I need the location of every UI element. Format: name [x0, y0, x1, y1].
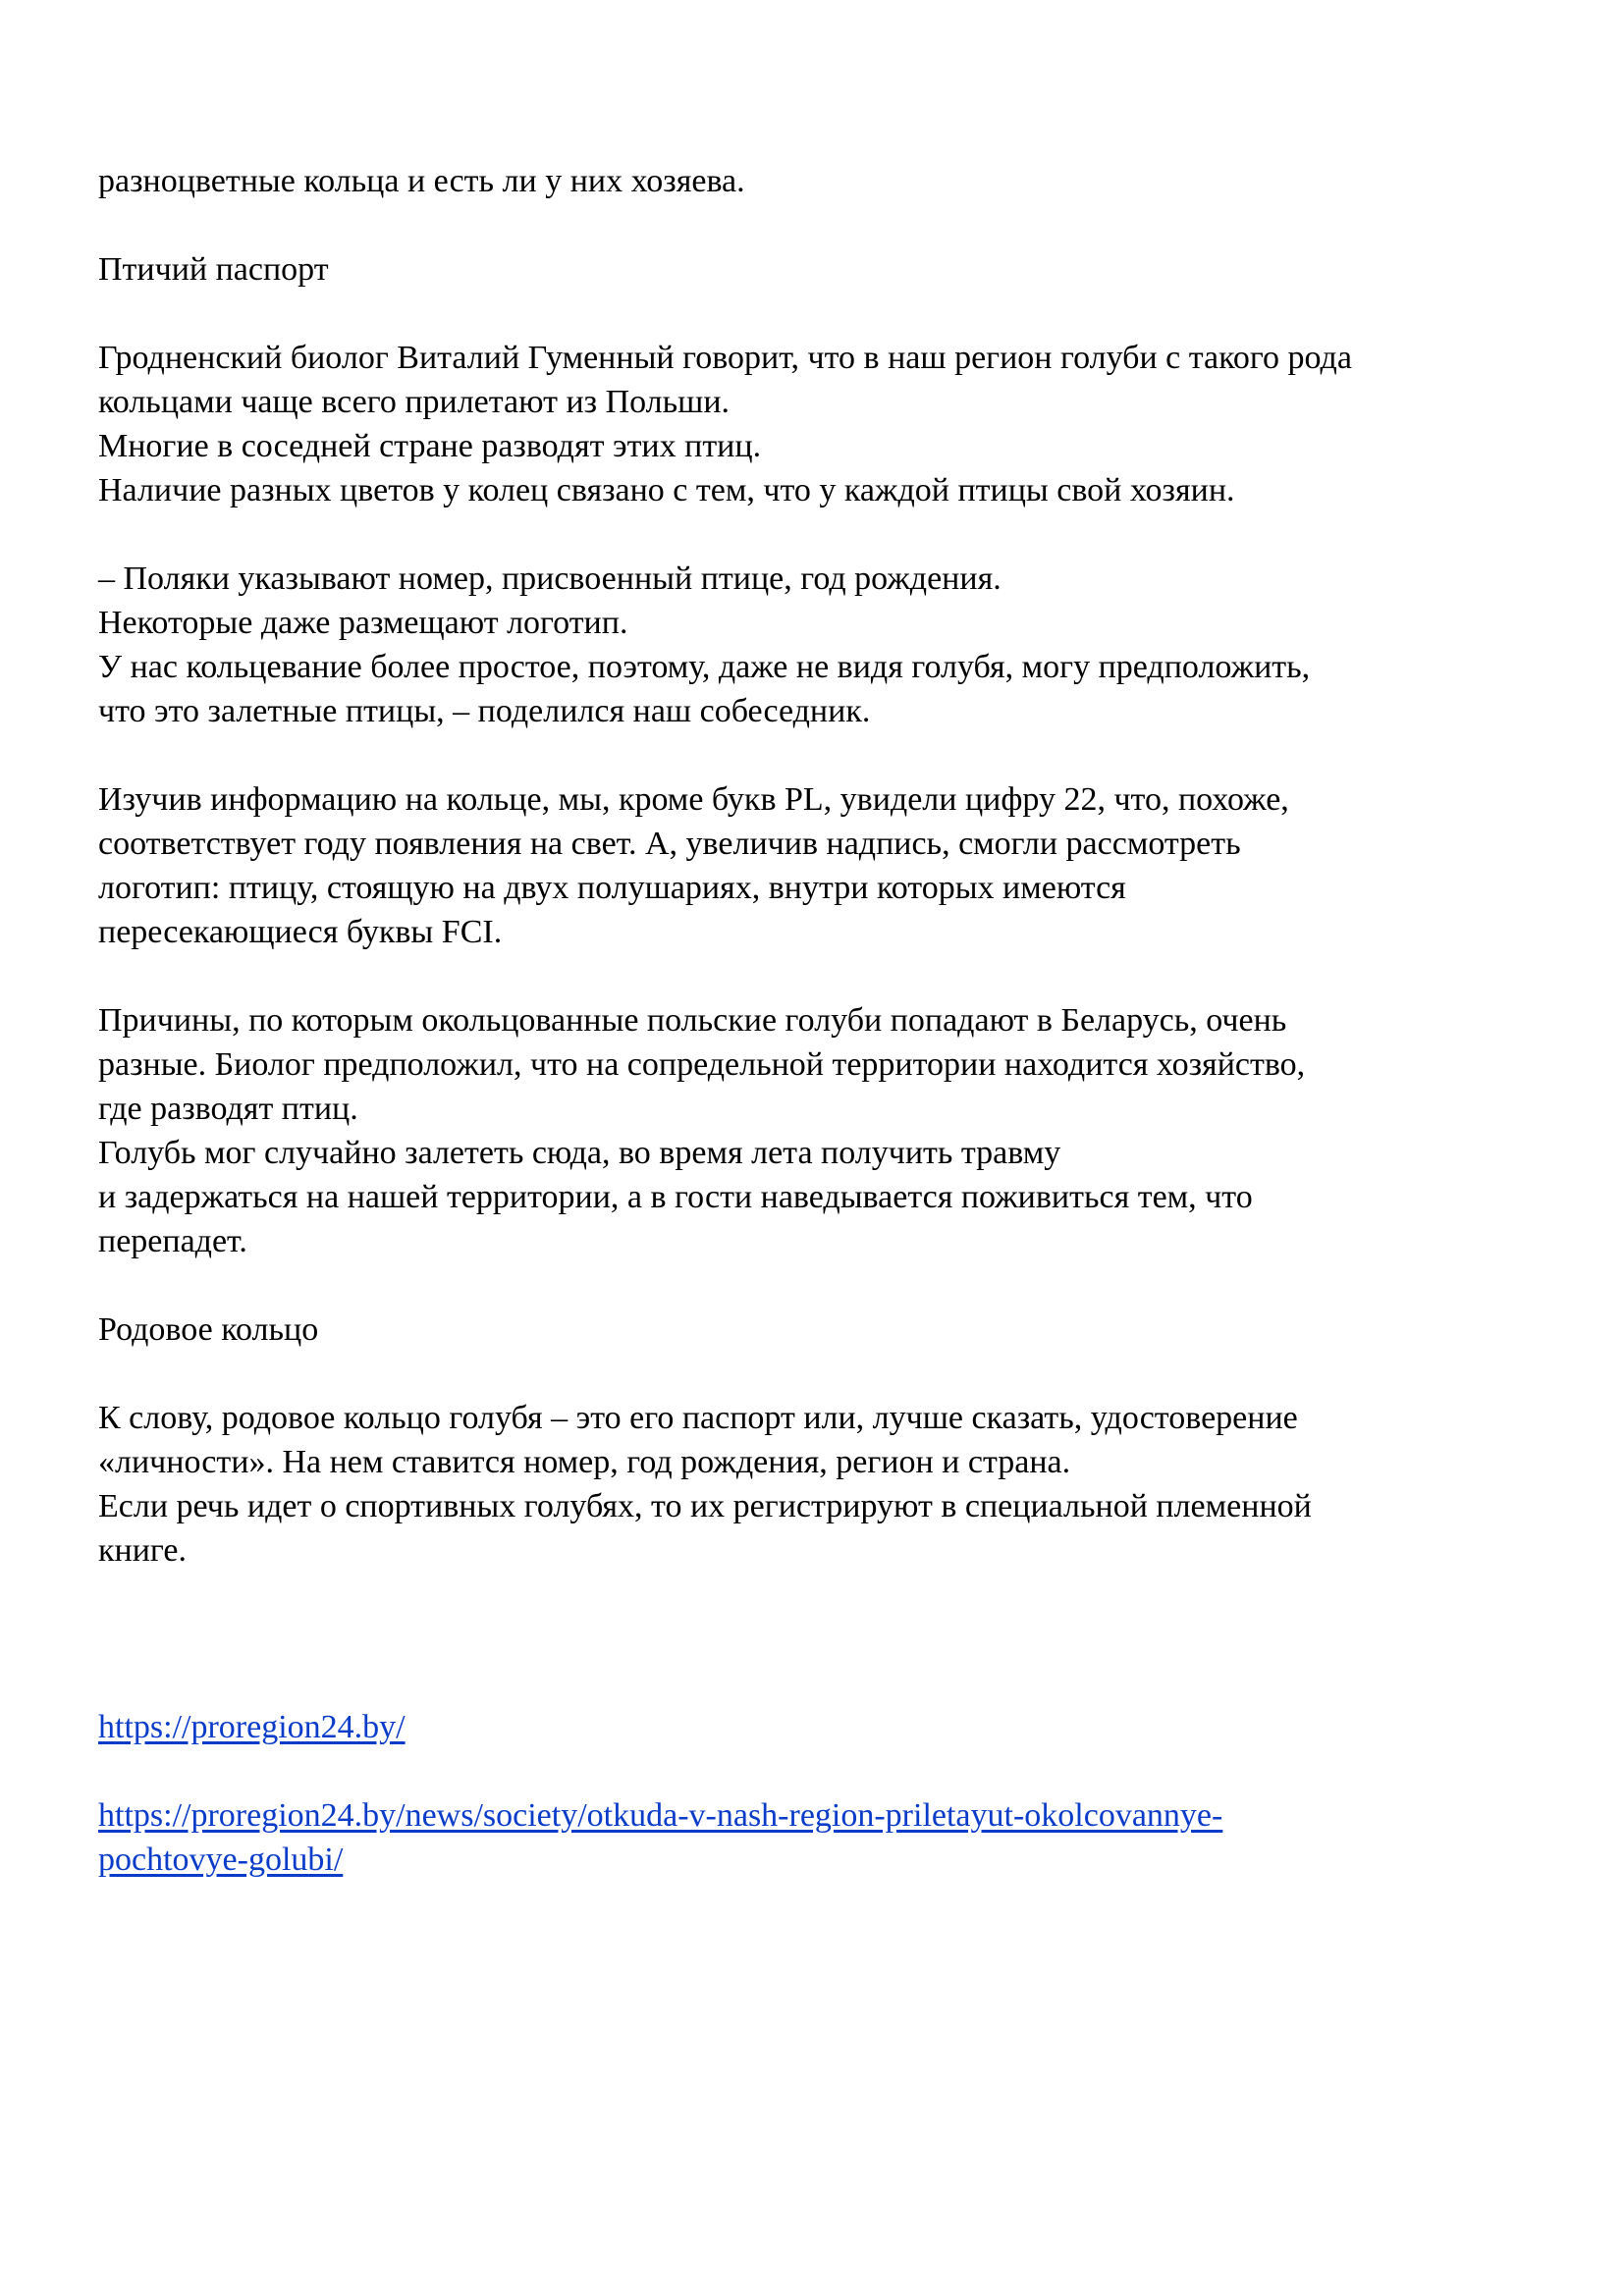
text-line: пересекающиеся буквы FCI. — [98, 914, 503, 950]
text-line: логотип: птицу, стоящую на двух полушариях, внутри которых имеются — [98, 870, 1126, 906]
source-link-site[interactable] — [98, 1705, 1571, 1749]
text-line: разноцветные кольца и есть ли у них хозяева. — [98, 163, 745, 199]
text-line: К слову, родовое кольцо голубя – это его паспорт или, лучше сказать, удостоверение — [98, 1400, 1298, 1436]
text-line: где разводят птиц. — [98, 1091, 358, 1127]
heading-text: Птичий паспорт — [98, 251, 329, 288]
text-line: Некоторые даже размещают логотип. — [98, 605, 628, 641]
site-link[interactable]: https://proregion24.by/ — [98, 1709, 406, 1745]
text-line: Изучив информацию на кольце, мы, кроме букв PL, увидели цифру 22, что, похоже, — [98, 781, 1289, 818]
paragraph-ring-info — [98, 777, 1571, 954]
text-line: Гродненский биолог Виталий Гуменный говорит, что в наш регион голуби с такого рода — [98, 340, 1352, 376]
text-line: «личности». На нем ставится номер, год рождения, регион и страна. — [98, 1444, 1071, 1480]
text-line: кольцами чаще всего прилетают из Польши. — [98, 384, 731, 420]
link-line — [98, 1838, 1571, 1882]
article-link[interactable]: https://proregion24.by/news/society/otkuda-v-nash-region-priletayut-okolcovannye- — [98, 1797, 1223, 1834]
article-link-continued[interactable]: pochtovye-golubi/ — [98, 1842, 344, 1878]
paragraph-reasons — [98, 998, 1571, 1263]
paragraph-quote — [98, 557, 1571, 733]
paragraph-family-ring — [98, 1396, 1571, 1573]
source-link-article[interactable] — [98, 1793, 1571, 1882]
text-line: Многие в соседней стране разводят этих птиц. — [98, 428, 762, 464]
section-heading-bird-passport — [98, 247, 1571, 292]
text-line: что это залетные птицы, – поделился наш собеседник. — [98, 693, 871, 729]
text-line: книге. — [98, 1532, 187, 1569]
link-line — [98, 1793, 1571, 1838]
text-line: и задержаться на нашей территории, а в гости наведывается поживиться тем, что — [98, 1179, 1253, 1215]
paragraph-intro-continued — [98, 159, 1571, 203]
link-line — [98, 1705, 1571, 1749]
text-line: – Поляки указывают номер, присвоенный птице, год рождения. — [98, 561, 1001, 597]
paragraph-biologist — [98, 336, 1571, 512]
text-line: Наличие разных цветов у колец связано с тем, что у каждой птицы свой хозяин. — [98, 472, 1235, 508]
text-line: Голубь мог случайно залететь сюда, во время лета получить травму — [98, 1135, 1061, 1171]
text-line: Причины, по которым окольцованные польские голуби попадают в Беларусь, очень — [98, 1002, 1287, 1039]
heading-text: Родовое кольцо — [98, 1311, 319, 1348]
text-line: соответствует году появления на свет. А, увеличив надпись, смогли рассмотреть — [98, 826, 1241, 862]
text-line: разные. Биолог предположил, что на сопредельной территории находится хозяйство, — [98, 1046, 1306, 1083]
text-line: перепадет. — [98, 1223, 247, 1259]
text-line: У нас кольцевание более простое, поэтому, даже не видя голубя, могу предположить, — [98, 649, 1311, 685]
text-line: Если речь идет о спортивных голубях, то их регистрируют в специальной племенной — [98, 1488, 1312, 1524]
section-heading-family-ring — [98, 1308, 1571, 1352]
